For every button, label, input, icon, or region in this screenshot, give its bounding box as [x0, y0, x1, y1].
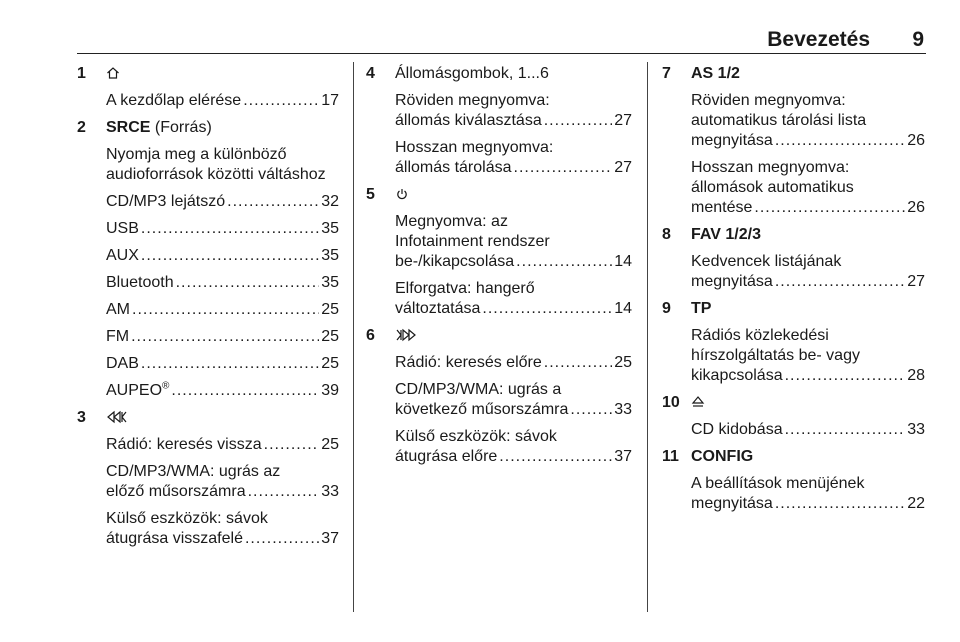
index-entry: Külső eszközök: sávok átugrása visszafelé ..... 37 — [106, 509, 339, 549]
index-entry: AM ..... 25 — [106, 300, 339, 320]
column-3 — [662, 64, 925, 514]
item-9-head: 9 TP — [662, 300, 712, 317]
index-entry: Hosszan megnyomva: állomások automatikus mentése ..... 26 — [691, 158, 925, 218]
item-4-head: 4 Állomásgombok, 1...6 — [366, 65, 549, 82]
index-entry: CD/MP3/WMA: ugrás az előző műsorszámra ..... 33 — [106, 462, 339, 502]
item-number: 1 — [77, 65, 86, 82]
item-2-head: 2 SRCE (Forrás) — [77, 119, 212, 136]
index-entry: Kedvencek listájának megnyitása ..... 27 — [691, 252, 925, 292]
item-11-head: 11 CONFIG — [662, 448, 754, 465]
page-title: Bevezetés — [767, 28, 870, 51]
index-entry: Elforgatva: hangerő változtatása ..... 14 — [395, 279, 632, 319]
index-entry: CD/MP3 lejátszó ..... 32 — [106, 192, 339, 212]
button-name: CONFIG — [691, 448, 754, 465]
item-5-head: 5 — [366, 185, 632, 205]
header-rule — [77, 53, 926, 54]
item-1-head — [77, 64, 339, 84]
page-number: 9 — [912, 28, 924, 51]
column-divider-1 — [353, 62, 354, 612]
item-3-head: 3 — [77, 408, 339, 428]
home-icon — [106, 66, 120, 80]
item-description: Nyomja meg a különböző audioforrások közötti váltáshoz — [106, 146, 326, 183]
index-entry: Röviden megnyomva: automatikus tárolási lista megnyitása ..... 26 — [691, 91, 925, 151]
index-entry: CD/MP3/WMA: ugrás a következő műsorszámra ..... 33 — [395, 380, 632, 420]
column-divider-2 — [647, 62, 648, 612]
index-entry: Rádió: keresés vissza ..... 25 — [106, 435, 339, 455]
column-2 — [366, 64, 632, 467]
index-entry: AUPEO® ..... 39 — [106, 381, 339, 401]
item-7-head: 7 AS 1/2 — [662, 65, 740, 82]
index-entry: DAB ..... 25 — [106, 354, 339, 374]
item-6-head: 6 — [366, 326, 632, 346]
seek-back-icon — [106, 410, 128, 424]
index-entry: Bluetooth ..... 35 — [106, 273, 339, 293]
seek-forward-icon — [395, 328, 417, 342]
button-name: FAV 1/2/3 — [691, 226, 761, 243]
item-8-head: 8 FAV 1/2/3 — [662, 226, 761, 243]
index-entry: CD kidobása ..... 33 — [691, 420, 925, 440]
index-entry: A kezdőlap elérése ..... 17 — [106, 91, 339, 111]
button-name: AS 1/2 — [691, 65, 740, 82]
column-1 — [77, 64, 339, 549]
index-entry: Rádió: keresés előre ..... 25 — [395, 353, 632, 373]
index-entry: USB ..... 35 — [106, 219, 339, 239]
index-entry: Megnyomva: az Infotainment rendszer be-/kikapcsolása ..... 14 — [395, 212, 632, 272]
eject-icon — [691, 395, 705, 409]
power-icon — [395, 187, 409, 201]
index-entry: Külső eszközök: sávok átugrása előre ..... 37 — [395, 427, 632, 467]
index-entry: AUX ..... 35 — [106, 246, 339, 266]
index-entry: Röviden megnyomva: állomás kiválasztása ..... 27 — [395, 91, 632, 131]
index-entry: Hosszan megnyomva: állomás tárolása ..... 27 — [395, 138, 632, 178]
page-header — [77, 28, 926, 54]
button-name: TP — [691, 300, 712, 317]
index-entry: A beállítások menüjének megnyitása ..... 22 — [691, 474, 925, 514]
button-name: SRCE — [106, 119, 151, 136]
page-ref: 17 — [321, 92, 339, 109]
index-entry: FM ..... 25 — [106, 327, 339, 347]
item-10-head: 10 — [662, 393, 925, 413]
index-entry: Rádiós közlekedési hírszolgáltatás be- vagy kikapcsolása ..... 28 — [691, 326, 925, 386]
